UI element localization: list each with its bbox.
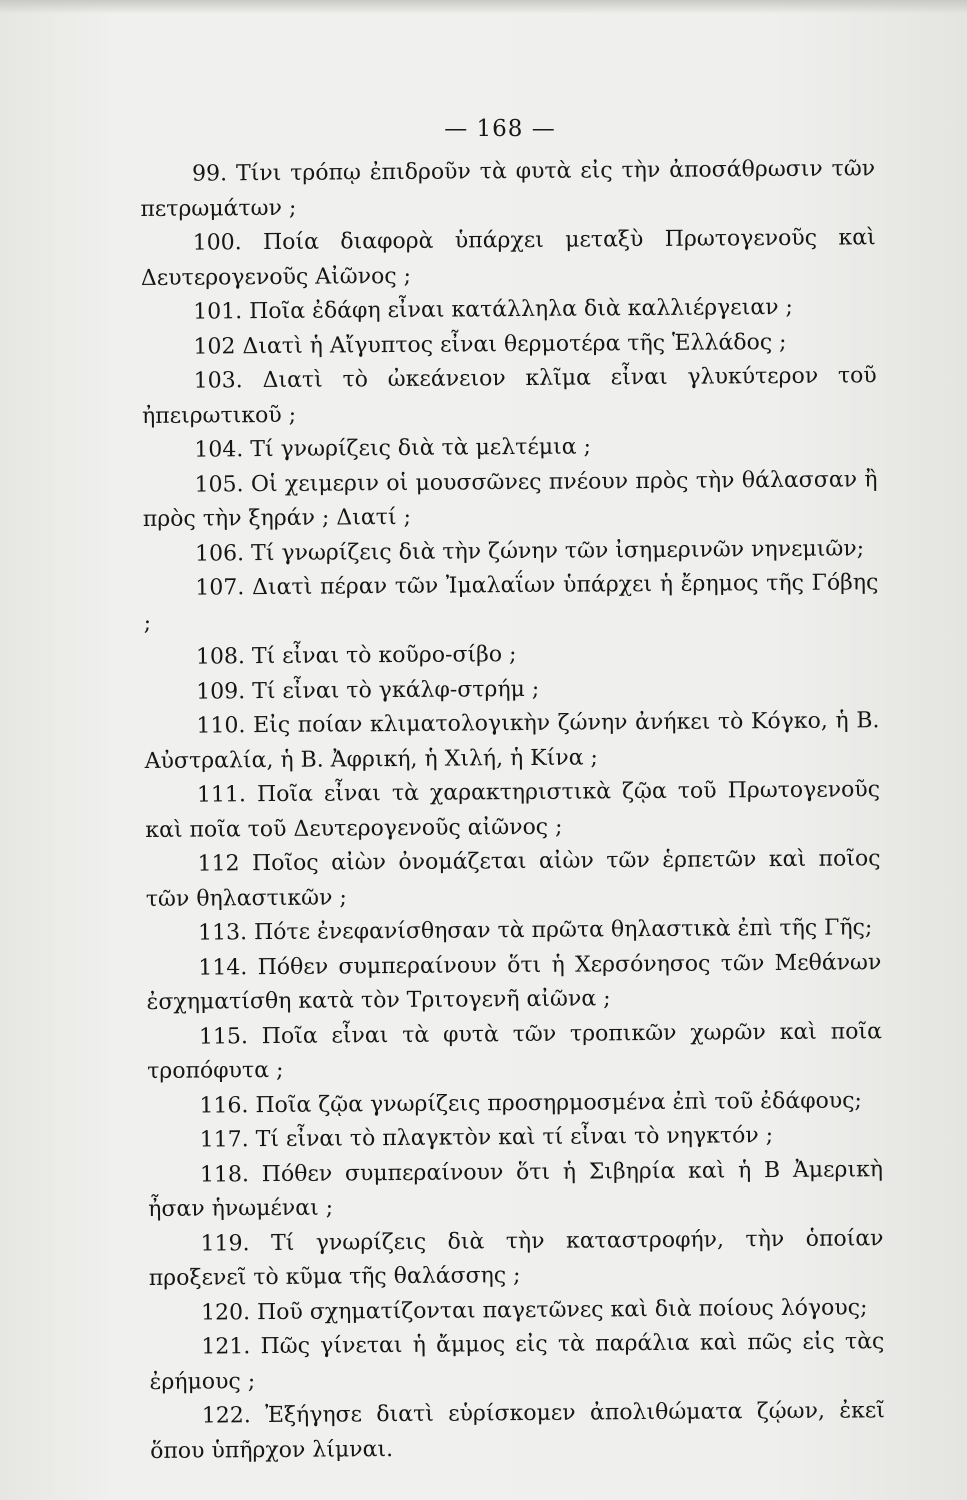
question-number: 110. — [196, 713, 246, 739]
question-text: Τί γνωρίζεις διὰ τὰ μελτέμια ; — [250, 434, 592, 463]
question-item — [144, 635, 879, 675]
question-item — [143, 566, 879, 641]
question-number: 111. — [196, 782, 247, 808]
question-item — [147, 1015, 883, 1090]
page-edge-shadow — [0, 0, 967, 14]
question-list — [140, 152, 885, 1469]
question-text: Ποῖος αἰὼν ὀνομάζεται αἰὼν τῶν ἑρπετῶν καὶ ποῖος τῶν θηλαστικῶν ; — [145, 846, 881, 912]
question-number: 106. — [195, 540, 245, 567]
question-text: Τί εἶναι τὸ πλαγκτὸν καὶ τί εἶναι τὸ νηγκτόν ; — [255, 1123, 774, 1153]
question-item — [144, 704, 880, 779]
question-text: Ποῖα ζῷα γνωρίζεις προσηρμοσμένα ἐπὶ τοῦ ἐδάφους; — [255, 1087, 862, 1118]
question-item — [146, 946, 882, 1021]
question-item — [150, 1394, 886, 1469]
question-item — [140, 152, 876, 227]
question-text: Ποῖα ἐδάφη εἶναι κατάλληλα διὰ καλλιέργειαν ; — [249, 294, 794, 325]
question-number: 108. — [195, 644, 246, 670]
question-text: Διατὶ πέραν τῶν Ἰμαλαΐων ὑπάρχει ἡ ἔρημος τῆς Γόβης ; — [143, 570, 879, 636]
question-text: Ποῖα εἶναι τὰ χαρακτηριστικὰ ζῷα τοῦ Πρωτογενοῦς καὶ ποῖα τοῦ Δευτερογενοῦς αἰῶνος ; — [145, 777, 881, 843]
question-text: Ἐξήγησε διατὶ εὑρίσκομεν ἀπολιθώματα ζῴων, ἐκεῖ ὅπου ὑπῆρχον λίμναι. — [150, 1398, 885, 1464]
question-text: Διατὶ ἡ Αἴγυπτος εἶναι θερμοτέρα τῆς Ἑλλάδος ; — [242, 329, 787, 359]
question-item — [141, 325, 876, 365]
question-number: 118. — [199, 1161, 250, 1188]
question-item — [148, 1153, 884, 1228]
question-item — [146, 911, 881, 951]
question-number: 107. — [195, 575, 245, 601]
question-number: 119. — [200, 1230, 250, 1257]
question-number: 102 — [193, 333, 236, 360]
question-item — [147, 1084, 882, 1124]
question-text: Ποῖα εἶναι τὰ φυτὰ τῶν τροπικῶν χωρῶν καὶ ποῖα τροπόφυτα ; — [147, 1018, 882, 1084]
question-text: Εἰς ποίαν κλιματολογικὴν ζώνην ἀνήκει τὸ Κόγκο, ἡ Β. Αὐστραλία, ἡ Β. Ἀφρική, ἡ Χιλή, ἡ Κίνα ; — [144, 708, 880, 774]
question-text: Πότε ἐνεφανίσθησαν τὰ πρῶτα θηλαστικὰ ἐπὶ τῆς Γῆς; — [253, 915, 873, 946]
question-number: 114. — [198, 954, 248, 981]
question-number: 121. — [201, 1334, 251, 1360]
question-text: Τί εἶναι τὸ κοῦρο-σίβο ; — [251, 642, 517, 670]
question-number: 104. — [194, 437, 244, 463]
question-item — [148, 1118, 883, 1158]
question-text: Πόθεν συμπεραίνουν ὅτι ἡ Σιβηρία καὶ ἡ Β Ἀμερικὴ ἦσαν ἡνωμέναι ; — [148, 1156, 884, 1222]
question-number: 101. — [193, 299, 243, 325]
question-number: 99. — [192, 161, 228, 187]
question-item — [142, 463, 878, 538]
question-text: Τί γνωρίζεις διὰ τὴν καταστροφήν, τὴν ὁποίαν προξενεῖ τὸ κῦμα τῆς θαλάσσης ; — [148, 1225, 884, 1291]
question-number: 100. — [192, 230, 242, 256]
question-number: 117. — [199, 1127, 249, 1153]
question-number: 113. — [197, 920, 248, 946]
question-text: Οἱ χειμεριν οἱ μουσσῶνες πνέουν πρὸς τὴν θάλασσαν ἢ πρὸς τὴν ξηράν ; Διατί ; — [142, 466, 878, 532]
question-item — [149, 1291, 884, 1331]
question-number: 116. — [199, 1092, 249, 1119]
question-item — [144, 670, 879, 710]
question-number: 103. — [193, 368, 243, 394]
question-text: Ποία διαφορὰ ὑπάρχει μεταξὺ Πρωτογενοῦς καὶ Δευτερογενοῦς Αἰῶνος ; — [140, 225, 876, 291]
question-item — [141, 290, 876, 330]
question-text: Τίνι τρόπῳ ἐπιδροῦν τὰ φυτὰ εἰς τὴν ἀποσάθρωσιν τῶν πετρωμάτων ; — [140, 156, 876, 222]
question-number: 105. — [194, 471, 244, 498]
question-text: Διατὶ τὸ ὠκεάνειον κλῖμα εἶναι γλυκύτερον τοῦ ἠπειρωτικοῦ ; — [141, 363, 877, 429]
question-number: 120. — [200, 1299, 251, 1326]
question-item — [148, 1222, 884, 1297]
question-number: 122. — [201, 1403, 251, 1429]
question-item — [141, 221, 877, 296]
question-item — [142, 359, 878, 434]
question-item — [145, 842, 881, 917]
question-text: Τί γνωρίζεις διὰ τὴν ζώνην τῶν ἰσημερινῶν νηνεμιῶν; — [250, 535, 865, 566]
question-item — [143, 532, 878, 572]
page-number: — 168 — — [444, 116, 556, 142]
question-text: Τί εἶναι τὸ γκάλφ-στρήμ ; — [252, 676, 540, 704]
question-text: Ποῦ σχηματίζονται παγετῶνες καὶ διὰ ποίους λόγους; — [256, 1294, 868, 1325]
question-item — [145, 773, 881, 848]
question-number: 115. — [198, 1023, 248, 1050]
question-text: Πόθεν συμπεραίνουν ὅτι ἡ Χερσόνησος τῶν Μεθάνων ἐσχηματίσθη κατὰ τὸν Τριτογενῆ αἰῶνα ; — [146, 949, 882, 1015]
question-item — [142, 428, 877, 468]
question-text: Πῶς γίνεται ἡ ἄμμος εἰς τὰ παράλια καὶ πῶς εἰς τὰς ἐρήμους ; — [149, 1329, 885, 1395]
question-number: 109. — [196, 678, 246, 705]
question-number: 112 — [197, 851, 240, 877]
question-item — [149, 1325, 885, 1400]
